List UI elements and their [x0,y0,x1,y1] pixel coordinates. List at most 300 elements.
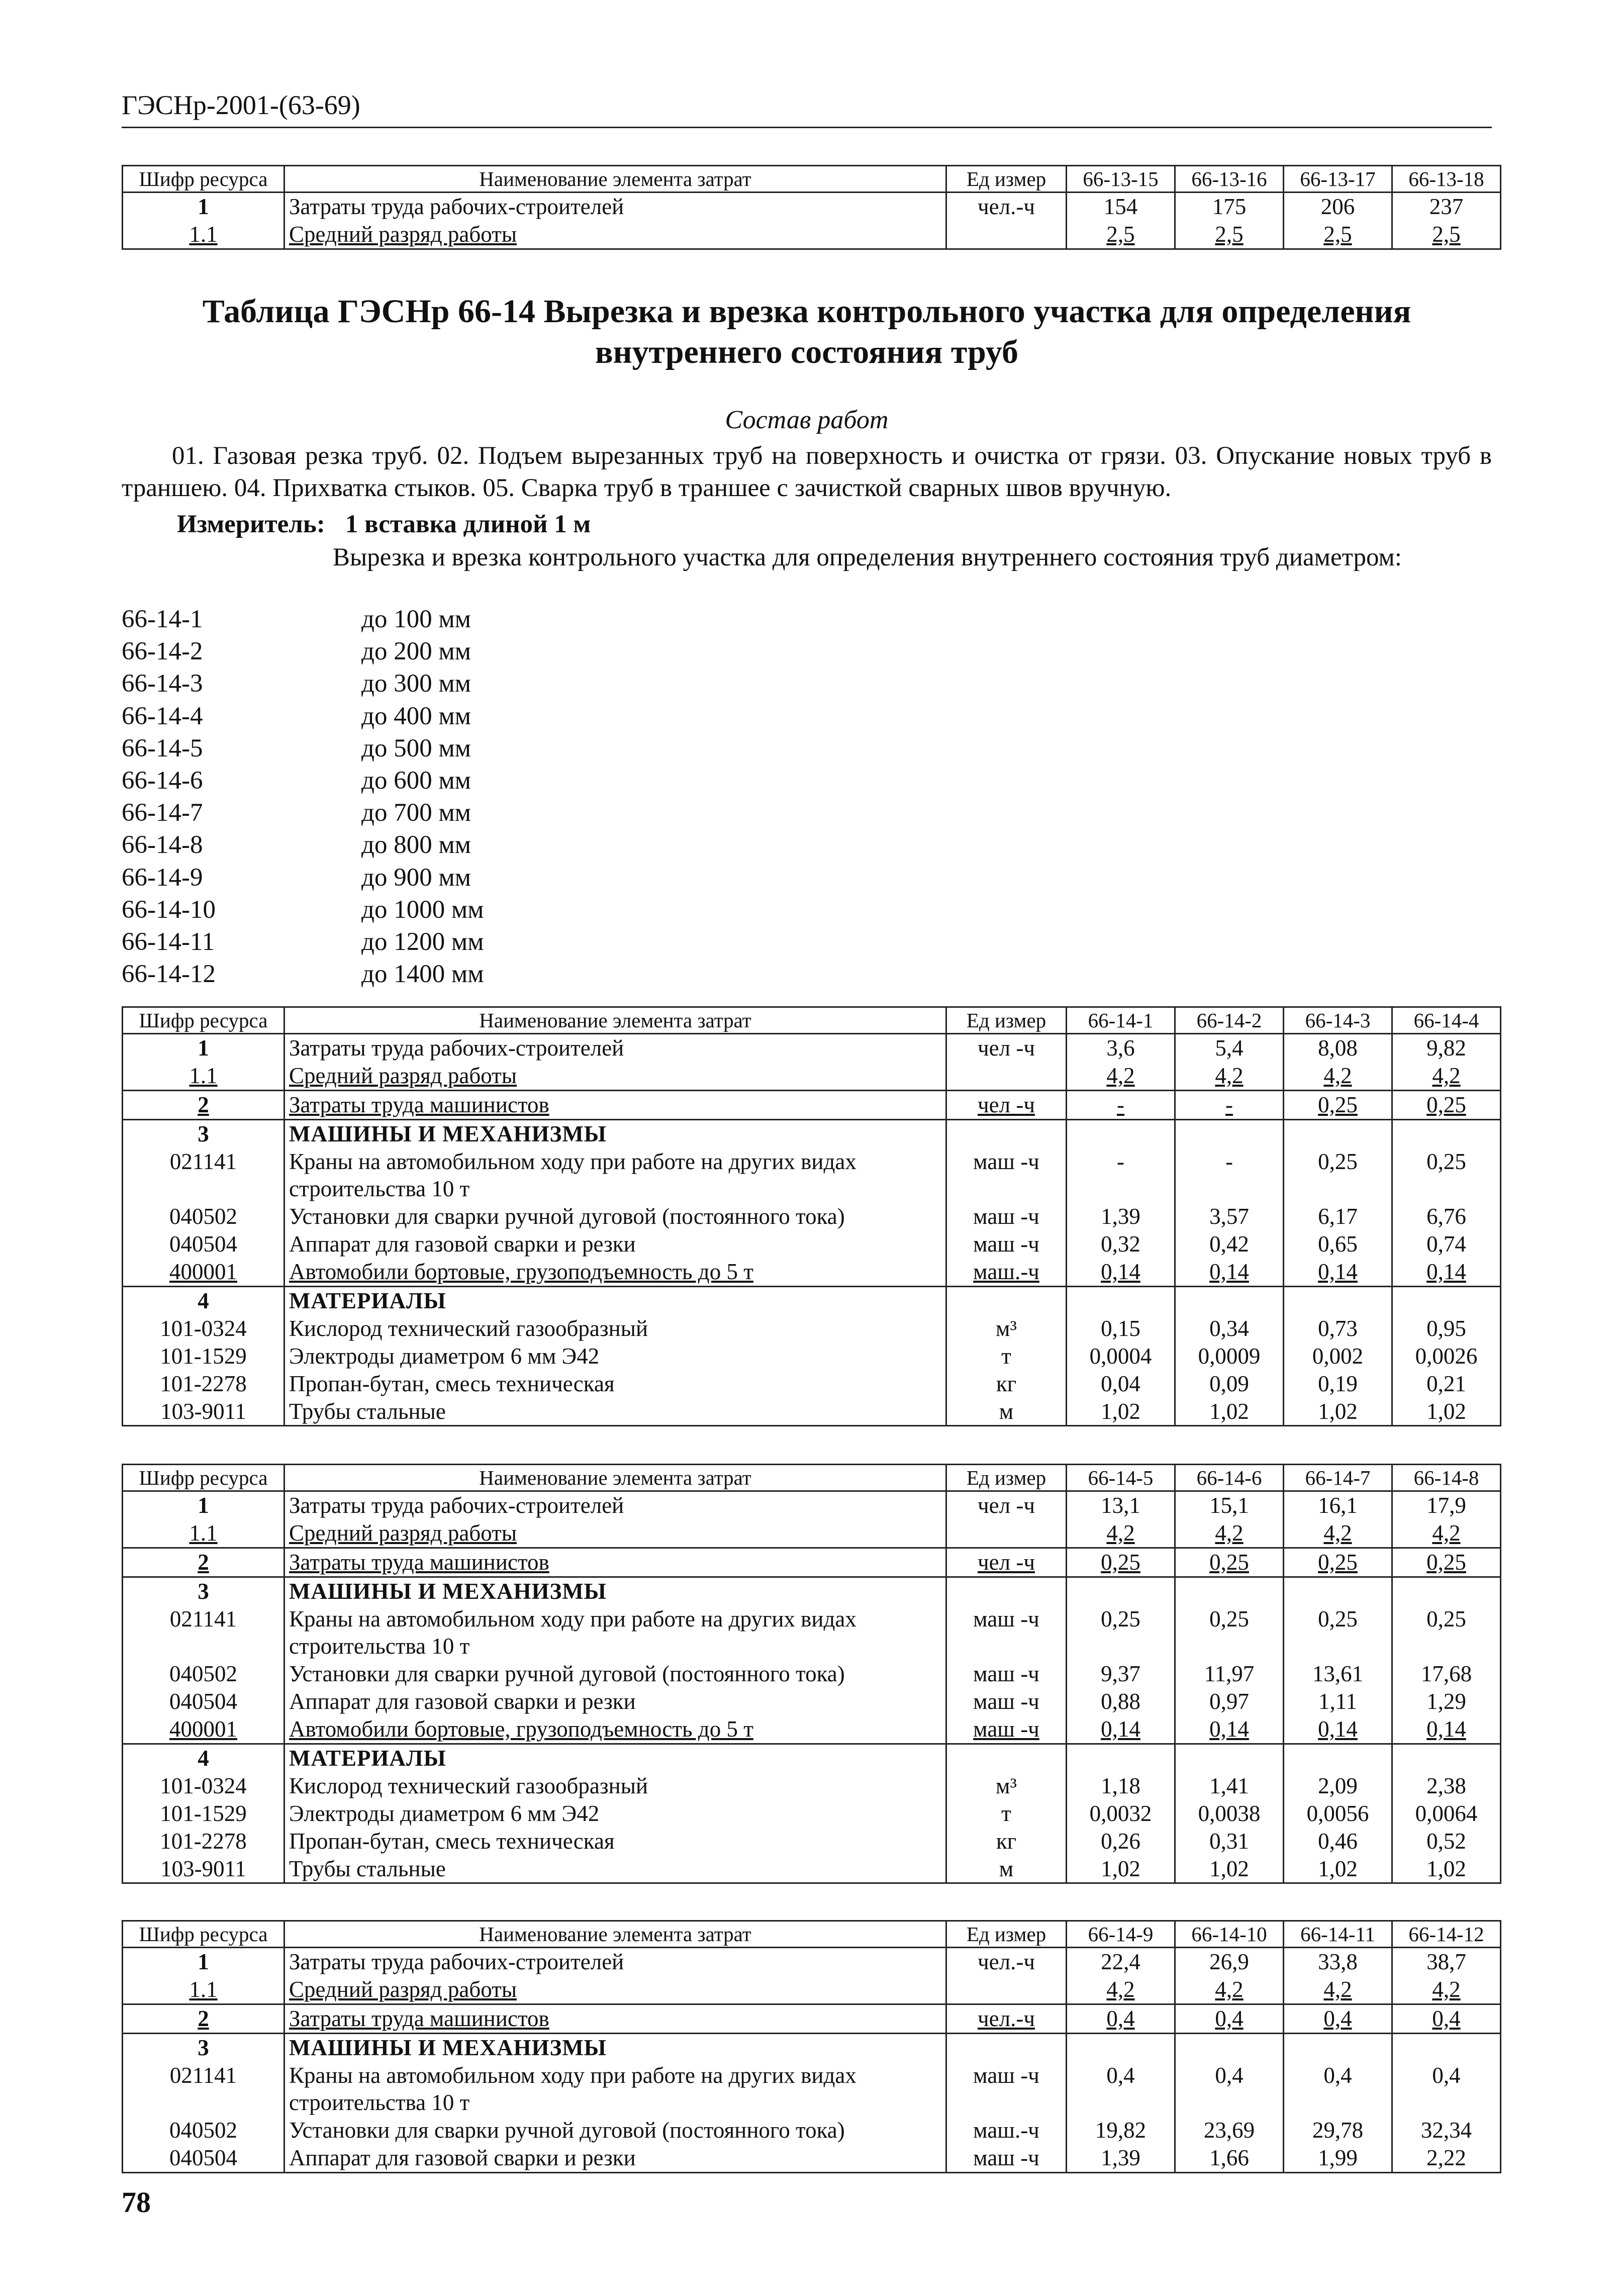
row-unit: маш -ч [946,1230,1067,1258]
table-row [123,1370,1501,1398]
row-value: - [1175,1090,1284,1119]
row-value: 0,25 [1067,1548,1175,1577]
row-value: 0,002 [1284,1343,1392,1370]
row-value: 237 [1392,193,1501,221]
row-unit [946,1119,1067,1147]
item-code: 66-14-6 [122,766,203,795]
table-row [123,1148,1501,1203]
row-value: 0,25 [1392,1090,1501,1119]
row-value: 1,02 [1175,1855,1284,1883]
row-unit [946,1577,1067,1605]
row-value: 11,97 [1175,1660,1284,1688]
composition-text: 01. Газовая резка труб. 02. Подъем вырезанных труб на поверхность и очистка от грязи. 03. Опускание новых труб в траншею. 04. Прихватка стыков. 05. Сварка труб в траншее с зачисткой сварных швов вручную. [122,442,1492,502]
row-value: 29,78 [1284,2117,1392,2144]
row-value: 0,14 [1175,1715,1284,1744]
item-code: 66-14-10 [122,895,216,924]
table-row [123,1577,1501,1605]
col-header-name: Наименование элемента затрат [284,1921,946,1948]
row-unit: чел -ч [946,1090,1067,1119]
row-value: 0,25 [1175,1605,1284,1661]
row-code: 2 [123,1090,284,1119]
items-intro: Вырезка и врезка контрольного участка для определения внутреннего состояния труб диаметром: [333,543,1402,571]
row-name: Трубы стальные [284,1855,946,1883]
col-header-norm: 66-14-4 [1392,1007,1501,1034]
table-row [123,2062,1501,2117]
table-row [123,193,1501,221]
item-row [122,797,484,829]
item-description: до 1400 мм [361,960,484,989]
row-code: 4 [123,1287,284,1315]
item-code: 66-14-7 [122,799,203,827]
item-row [122,732,484,764]
table-row [123,2004,1501,2033]
row-name: МАШИНЫ И МЕХАНИЗМЫ [284,2033,946,2061]
row-code: 1.1 [123,1976,284,2004]
col-header-norm: 66-14-7 [1284,1465,1392,1491]
row-name: Затраты труда рабочих-строителей [284,1948,946,1976]
table-row [123,1976,1501,2004]
row-unit [946,1287,1067,1315]
row-name: Затраты труда машинистов [284,1090,946,1119]
row-value: 2,5 [1175,221,1284,249]
row-value: 1,39 [1067,1203,1175,1230]
row-unit [946,2033,1067,2061]
row-value: 4,2 [1284,1062,1392,1090]
row-value: 154 [1067,193,1175,221]
col-header-name: Наименование элемента затрат [284,1465,946,1491]
col-header-unit: Ед измер [946,1921,1067,1948]
row-value: 0,14 [1175,1258,1284,1286]
row-value [1284,2033,1392,2061]
item-code: 66-14-3 [122,669,203,698]
table-row [123,2117,1501,2144]
row-value: 0,42 [1175,1230,1284,1258]
item-row [122,603,484,635]
row-value: 6,76 [1392,1203,1501,1230]
row-code: 040502 [123,1660,284,1688]
table-header-row [123,166,1501,193]
row-value: 17,9 [1392,1491,1501,1519]
row-value: 0,26 [1067,1828,1175,1855]
composition-heading: Состав работ [725,406,889,434]
row-value [1175,1744,1284,1772]
row-value: 0,0038 [1175,1800,1284,1828]
row-value: 16,1 [1284,1491,1392,1519]
row-unit: чел -ч [946,1034,1067,1062]
item-description: до 400 мм [361,702,471,730]
row-name: Автомобили бортовые, грузоподъемность до 5 т [284,1258,946,1286]
row-name: Затраты труда рабочих-строителей [284,1491,946,1519]
table-row [123,1287,1501,1315]
row-name: МАШИНЫ И МЕХАНИЗМЫ [284,1119,946,1147]
row-value: 0,0064 [1392,1800,1501,1828]
row-value: 2,5 [1067,221,1175,249]
item-description: до 500 мм [361,734,471,762]
row-code: 1 [123,1491,284,1519]
row-value: 1,99 [1284,2144,1392,2172]
row-name: Краны на автомобильном ходу при работе на других видах строительства 10 т [284,1148,946,1203]
table-row [123,2144,1501,2172]
row-value [1392,2033,1501,2061]
row-value: 0,0056 [1284,1800,1392,1828]
item-row [122,635,484,667]
col-header-name: Наименование элемента затрат [284,166,946,193]
row-value: 2,5 [1284,221,1392,249]
row-value: 5,4 [1175,1034,1284,1062]
row-name: Установки для сварки ручной дуговой (постоянного тока) [284,2117,946,2144]
row-unit: маш.-ч [946,1258,1067,1286]
row-code: 101-0324 [123,1315,284,1343]
row-value: 0,46 [1284,1828,1392,1855]
row-value: 8,08 [1284,1034,1392,1062]
row-value: 0,14 [1284,1715,1392,1744]
row-value: 2,09 [1284,1772,1392,1800]
row-value: 175 [1175,193,1284,221]
row-value: 0,0026 [1392,1343,1501,1370]
item-row [122,667,484,700]
item-code: 66-14-12 [122,960,216,989]
item-code: 66-14-9 [122,863,203,892]
row-code: 040502 [123,1203,284,1230]
row-value: 0,4 [1067,2062,1175,2117]
row-value: 4,2 [1392,1062,1501,1090]
table-row [123,1605,1501,1661]
row-value: 22,4 [1067,1948,1175,1976]
row-value: 0,14 [1392,1715,1501,1744]
row-name: Кислород технический газообразный [284,1315,946,1343]
row-value: 0,21 [1392,1370,1501,1398]
col-header-norm: 66-14-12 [1392,1921,1501,1948]
row-name: Затраты труда машинистов [284,2004,946,2033]
table-row [123,1491,1501,1519]
row-name: Средний разряд работы [284,1519,946,1548]
row-value [1067,1287,1175,1315]
row-value: 0,0004 [1067,1343,1175,1370]
table-row [123,1800,1501,1828]
col-header-unit: Ед измер [946,1465,1067,1491]
row-unit: маш.-ч [946,2117,1067,2144]
row-value: 2,5 [1392,221,1501,249]
row-code: 101-2278 [123,1828,284,1855]
row-name: МАТЕРИАЛЫ [284,1744,946,1772]
table-row [123,1772,1501,1800]
row-code: 021141 [123,2062,284,2117]
row-value [1284,1577,1392,1605]
row-value: 0,14 [1392,1258,1501,1286]
row-value: 0,88 [1067,1688,1175,1715]
item-description: до 100 мм [361,605,471,633]
row-code: 040504 [123,1230,284,1258]
row-value: 38,7 [1392,1948,1501,1976]
row-value: 0,4 [1392,2004,1501,2033]
row-value: 0,31 [1175,1828,1284,1855]
table-row [123,1315,1501,1343]
row-name: Аппарат для газовой сварки и резки [284,1230,946,1258]
row-name: Средний разряд работы [284,1062,946,1090]
row-code: 103-9011 [123,1855,284,1883]
item-code: 66-14-1 [122,605,203,633]
item-row [122,764,484,797]
col-header-norm: 66-14-2 [1175,1007,1284,1034]
row-value: 4,2 [1175,1062,1284,1090]
row-value: 13,61 [1284,1660,1392,1688]
row-code: 400001 [123,1715,284,1744]
table-row [123,1343,1501,1370]
col-header-norm: 66-14-9 [1067,1921,1175,1948]
row-code: 021141 [123,1148,284,1203]
row-value: 4,2 [1067,1519,1175,1548]
row-name: Краны на автомобильном ходу при работе на других видах строительства 10 т [284,2062,946,2117]
item-row [122,958,484,990]
item-row [122,862,484,894]
row-value: 19,82 [1067,2117,1175,2144]
item-code: 66-14-11 [122,927,215,956]
row-code: 1 [123,193,284,221]
table-row [123,1034,1501,1062]
col-header-norm: 66-14-5 [1067,1465,1175,1491]
row-value [1067,2033,1175,2061]
row-value: 1,41 [1175,1772,1284,1800]
table-row [123,1948,1501,1976]
row-unit: чел -ч [946,1491,1067,1519]
row-unit: чел -ч [946,1548,1067,1577]
col-header-norm: 66-13-15 [1067,166,1175,193]
row-value: 1,02 [1284,1398,1392,1426]
row-name: МАТЕРИАЛЫ [284,1287,946,1315]
row-value: 0,4 [1175,2062,1284,2117]
row-value: 1,02 [1392,1855,1501,1883]
table-row [123,1715,1501,1744]
row-value: 4,2 [1392,1976,1501,2004]
col-header-norm: 66-14-3 [1284,1007,1392,1034]
row-value: 0,95 [1392,1315,1501,1343]
row-unit: чел.-ч [946,1948,1067,1976]
row-value: 1,18 [1067,1772,1175,1800]
row-value: 1,66 [1175,2144,1284,2172]
row-value: 2,38 [1392,1772,1501,1800]
row-value: 4,2 [1067,1976,1175,2004]
item-code: 66-14-2 [122,637,203,666]
row-value: - [1175,1148,1284,1203]
table-row [123,1744,1501,1772]
row-value: 0,4 [1284,2004,1392,2033]
table-row [123,2033,1501,2061]
row-name: Средний разряд работы [284,221,946,249]
col-header-norm: 66-14-8 [1392,1465,1501,1491]
col-header-norm: 66-13-16 [1175,166,1284,193]
measure-line [177,510,591,539]
row-value: 1,02 [1392,1398,1501,1426]
item-code: 66-14-5 [122,734,203,762]
row-unit [946,1062,1067,1090]
measure-value: 1 вставка длиной 1 м [345,510,591,538]
row-code: 1.1 [123,1062,284,1090]
item-description: до 1000 мм [361,895,484,924]
row-value [1175,2033,1284,2061]
row-value [1392,1287,1501,1315]
row-value: 26,9 [1175,1948,1284,1976]
row-unit: т [946,1343,1067,1370]
cost-table-66-14-5-8 [122,1464,1501,1884]
row-name: Электроды диаметром 6 мм Э42 [284,1343,946,1370]
row-code: 1.1 [123,221,284,249]
item-code: 66-14-8 [122,831,203,859]
item-description: до 800 мм [361,831,471,859]
row-value: 0,97 [1175,1688,1284,1715]
row-value: 0,25 [1284,1148,1392,1203]
row-value: 0,25 [1284,1548,1392,1577]
row-value: 0,73 [1284,1315,1392,1343]
row-code: 3 [123,1577,284,1605]
row-value: 3,6 [1067,1034,1175,1062]
row-value: 4,2 [1175,1976,1284,2004]
row-value: 0,4 [1067,2004,1175,2033]
row-value [1284,1287,1392,1315]
col-header-norm: 66-14-11 [1284,1921,1392,1948]
item-row [122,894,484,926]
col-header-norm: 66-14-10 [1175,1921,1284,1948]
row-value: 0,04 [1067,1370,1175,1398]
row-name: Пропан-бутан, смесь техническая [284,1370,946,1398]
row-code: 1.1 [123,1519,284,1548]
row-value: 0,25 [1392,1548,1501,1577]
table-row [123,1203,1501,1230]
row-value [1284,1744,1392,1772]
row-value: 0,65 [1284,1230,1392,1258]
row-value: 1,02 [1175,1398,1284,1426]
row-value: 0,4 [1392,2062,1501,2117]
row-value: 0,25 [1392,1605,1501,1661]
row-unit: м³ [946,1772,1067,1800]
row-name: Установки для сварки ручной дуговой (постоянного тока) [284,1203,946,1230]
row-value: 4,2 [1067,1062,1175,1090]
row-value: 0,15 [1067,1315,1175,1343]
table-row [123,1688,1501,1715]
row-value: 1,02 [1067,1855,1175,1883]
row-value [1175,1287,1284,1315]
table-row [123,1230,1501,1258]
row-value: 32,34 [1392,2117,1501,2144]
col-header-code: Шифр ресурса [123,1465,284,1491]
measure-label: Измеритель: [177,510,325,538]
row-code: 2 [123,1548,284,1577]
row-value: 0,4 [1175,2004,1284,2033]
row-value: 4,2 [1284,1519,1392,1548]
row-value: 0,25 [1284,1605,1392,1661]
table-header-row [123,1007,1501,1034]
row-value: 15,1 [1175,1491,1284,1519]
row-name: Пропан-бутан, смесь техническая [284,1828,946,1855]
row-value: - [1067,1090,1175,1119]
col-header-code: Шифр ресурса [123,1921,284,1948]
cost-table-66-14-9-12 [122,1920,1501,2173]
row-name: Электроды диаметром 6 мм Э42 [284,1800,946,1828]
row-name: Средний разряд работы [284,1976,946,2004]
row-value: 6,17 [1284,1203,1392,1230]
row-value: 0,52 [1392,1828,1501,1855]
row-code: 103-9011 [123,1398,284,1426]
table-row [123,1519,1501,1548]
table-row [123,1398,1501,1426]
header-rule [122,127,1492,128]
item-row [122,700,484,732]
item-row [122,926,484,958]
row-value: 0,74 [1392,1230,1501,1258]
row-value [1067,1744,1175,1772]
row-code: 101-0324 [123,1772,284,1800]
cost-table-66-13 [122,165,1501,250]
row-value: 0,25 [1392,1148,1501,1203]
row-value: 2,22 [1392,2144,1501,2172]
row-value: 1,29 [1392,1688,1501,1715]
row-unit: маш -ч [946,1688,1067,1715]
cost-table-66-14-1-4 [122,1006,1501,1426]
row-unit: кг [946,1828,1067,1855]
row-code: 040504 [123,1688,284,1715]
row-unit: чел.-ч [946,193,1067,221]
row-value: 1,02 [1067,1398,1175,1426]
row-value: 33,8 [1284,1948,1392,1976]
col-header-code: Шифр ресурса [123,1007,284,1034]
row-value [1175,1577,1284,1605]
col-header-norm: 66-14-1 [1067,1007,1175,1034]
row-value: 4,2 [1175,1519,1284,1548]
row-value: 4,2 [1392,1519,1501,1548]
row-value: 0,14 [1284,1258,1392,1286]
item-description: до 1200 мм [361,927,484,956]
table-row [123,1062,1501,1090]
table-row [123,1090,1501,1119]
item-description: до 700 мм [361,799,471,827]
item-code-list [122,603,484,990]
row-unit: кг [946,1370,1067,1398]
row-value: 17,68 [1392,1660,1501,1688]
row-value: 1,11 [1284,1688,1392,1715]
table-row [123,1548,1501,1577]
row-name: Затраты труда рабочих-строителей [284,1034,946,1062]
row-value: 0,14 [1067,1715,1175,1744]
row-value: 4,2 [1284,1976,1392,2004]
row-value: 0,09 [1175,1370,1284,1398]
table-row [123,221,1501,249]
row-unit: чел.-ч [946,2004,1067,2033]
row-unit [946,1744,1067,1772]
item-description: до 300 мм [361,669,471,698]
page-header: ГЭСНр-2001-(63-69) [122,90,360,120]
row-unit: м [946,1398,1067,1426]
row-value: 13,1 [1067,1491,1175,1519]
row-value: 1,02 [1284,1855,1392,1883]
col-header-unit: Ед измер [946,166,1067,193]
row-value: 0,25 [1175,1548,1284,1577]
row-unit: маш -ч [946,1203,1067,1230]
col-header-name: Наименование элемента затрат [284,1007,946,1034]
row-code: 040502 [123,2117,284,2144]
row-value: 0,4 [1284,2062,1392,2117]
col-header-unit: Ед измер [946,1007,1067,1034]
row-unit: м³ [946,1315,1067,1343]
row-unit [946,1976,1067,2004]
row-code: 1 [123,1034,284,1062]
row-name: Трубы стальные [284,1398,946,1426]
page-number: 78 [122,2186,151,2219]
row-code: 101-1529 [123,1343,284,1370]
row-value: 0,0009 [1175,1343,1284,1370]
item-description: до 600 мм [361,766,471,795]
row-value: 9,82 [1392,1034,1501,1062]
row-unit: маш -ч [946,2144,1067,2172]
row-code: 400001 [123,1258,284,1286]
